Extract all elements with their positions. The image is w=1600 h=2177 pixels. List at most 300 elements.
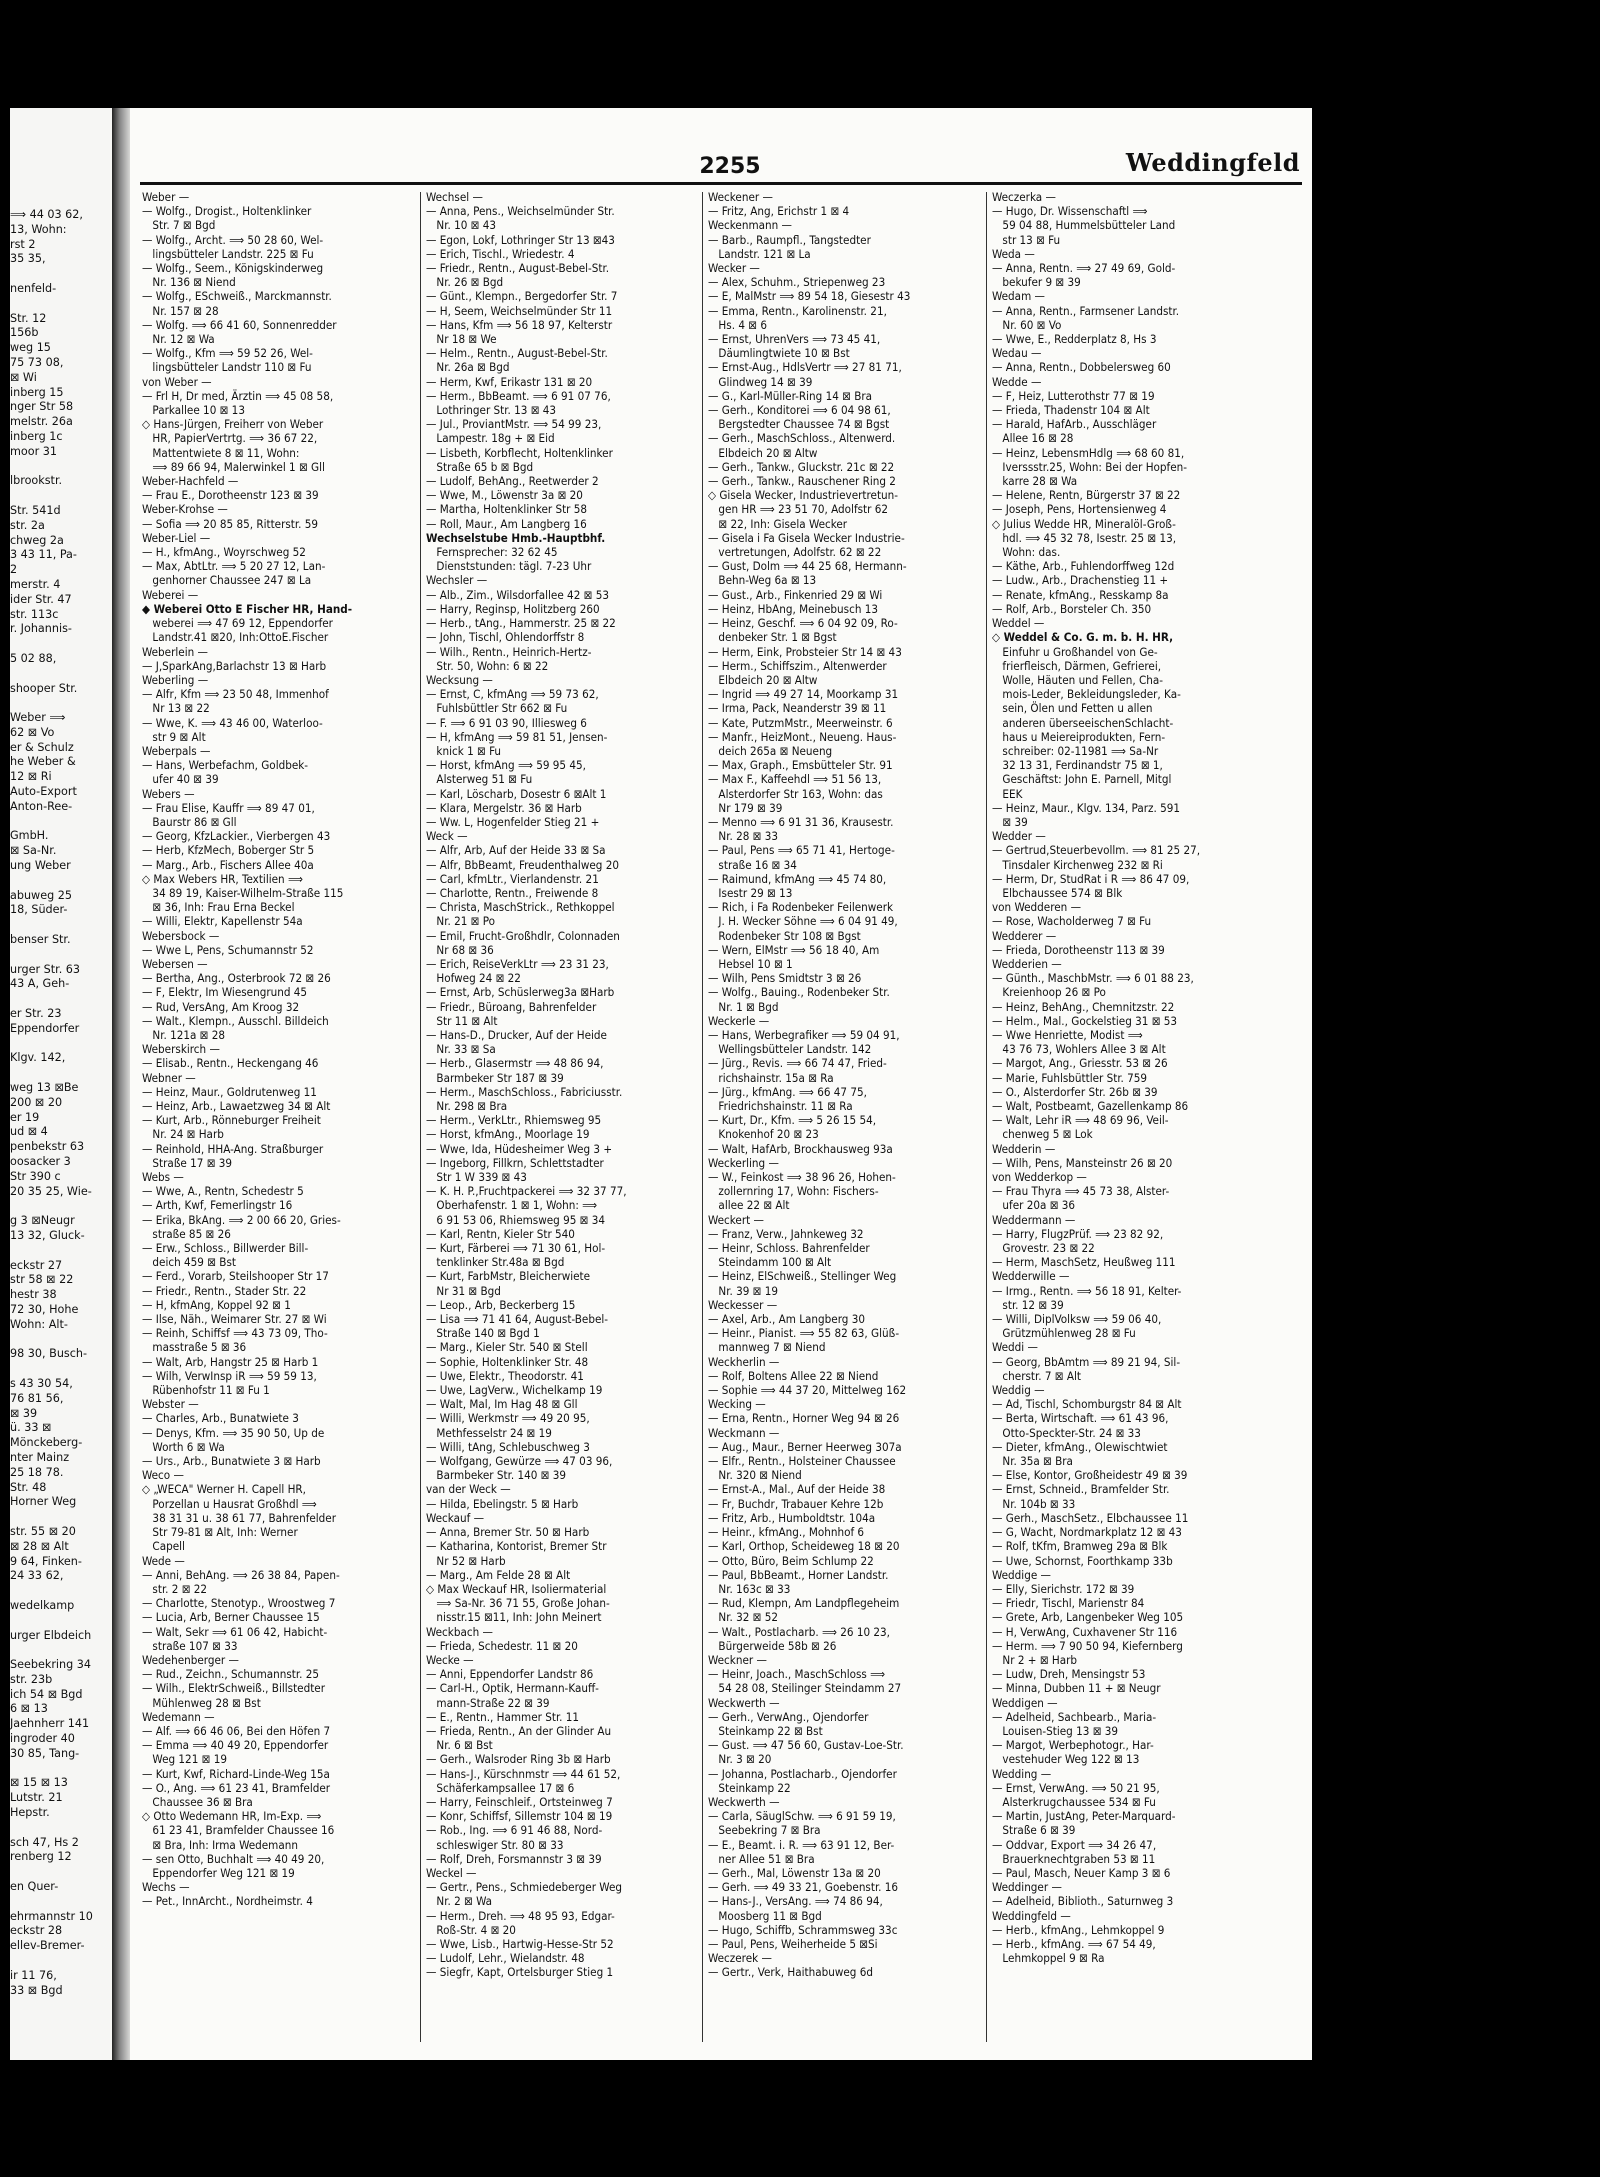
directory-entry-line: — Erich, Tischl., Wriedestr. 4	[426, 246, 575, 261]
surname-heading: Weckmann —	[708, 1425, 780, 1440]
directory-entry-line: mannweg 7 ⊠ Niend	[708, 1340, 826, 1355]
previous-page-line: ud ⊠ 4	[10, 1125, 48, 1139]
directory-entry-line: — Herm., BbBeamt. ⟹ 6 91 07 76,	[426, 388, 611, 403]
directory-entry-line: — Adelheid, Sachbearb., Maria-	[992, 1709, 1157, 1724]
directory-entry-line: — Kurt, Kwf, Richard-Linde-Weg 15a	[142, 1766, 330, 1781]
directory-entry-line: Bergstedter Chaussee 74 ⊠ Bgst	[708, 417, 890, 432]
previous-page-line: moor 31	[10, 444, 57, 458]
directory-entry-line: — Helm., Rentn., August-Bebel-Str.	[426, 346, 608, 361]
directory-entry-line: Str 1 W 339 ⊠ 43	[426, 1170, 527, 1185]
directory-entry-line: — Rich, i Fa Rodenbeker Feilenwerk	[708, 900, 894, 915]
directory-entry-line: — Rose, Wacholderweg 7 ⊠ Fu	[992, 914, 1152, 929]
directory-entry-line: — Frau E., Dorotheenstr 123 ⊠ 39	[142, 488, 319, 503]
directory-entry-line: — Wilh, VerwInsp iR ⟹ 59 59 13,	[142, 1368, 317, 1383]
directory-entry-line: — Oddvar, Export ⟹ 34 26 47,	[992, 1837, 1157, 1852]
previous-page-line: eckstr 27	[10, 1258, 63, 1272]
previous-page-line: 76 81 56,	[10, 1391, 64, 1405]
directory-entry-line: — Denys, Kfm. ⟹ 35 90 50, Up de	[142, 1425, 325, 1440]
directory-entry-line: Str. 7 ⊠ Bgd	[142, 218, 216, 233]
directory-entry-line: — Wwe, E., Redderplatz 8, Hs 3	[992, 332, 1157, 347]
directory-entry-line: Seebekring 7 ⊠ Bra	[708, 1823, 821, 1838]
surname-heading: Wechsel —	[426, 190, 483, 204]
directory-entry-line: — Kurt, Färberei ⟹ 71 30 61, Hol-	[426, 1241, 606, 1256]
directory-entry-line: — Ludw, Dreh, Mensingstr 53	[992, 1667, 1146, 1682]
directory-entry-line: ◇ Hans-Jürgen, Freiherr von Weber	[142, 417, 324, 432]
directory-entry-line: — Erich, ReiseVerkLtr ⟹ 23 31 23,	[426, 956, 609, 971]
previous-page-line: 156b	[10, 326, 39, 340]
directory-entry-line: — Charles, Arb., Bunatwiete 3	[142, 1411, 299, 1426]
directory-entry-line: — Herm., Dreh. ⟹ 48 95 93, Edgar-	[426, 1908, 615, 1923]
surname-heading: Weczerek —	[708, 1951, 772, 1966]
previous-page-line: rst 2	[10, 237, 36, 251]
directory-entry-line: Elbchaussee 574 ⊠ Blk	[992, 885, 1123, 900]
previous-page-line	[10, 874, 110, 889]
surname-heading: Weddi —	[992, 1340, 1038, 1355]
previous-page-line: ingroder 40	[10, 1732, 75, 1746]
directory-entry-line: — Walt., Klempn., Ausschl. Billdeich	[142, 1013, 329, 1028]
previous-page-line	[10, 918, 110, 933]
directory-page	[130, 108, 1312, 2060]
directory-entry-line: — Friedr, Tischl, Marienstr 84	[992, 1596, 1145, 1611]
previous-page-line	[10, 1821, 110, 1836]
directory-entry-line: — Gerh., Mal, Löwenstr 13a ⊠ 20	[708, 1865, 881, 1880]
directory-entry-line: — Uwe, Elektr., Theodorstr. 41	[426, 1368, 584, 1383]
directory-entry-line: ◇ Max Weckauf HR, Isoliermaterial	[426, 1581, 607, 1596]
directory-entry-line: Nr. 163c ⊠ 33	[708, 1581, 791, 1596]
directory-entry-line: — Heinz, BehAng., Chemnitzstr. 22	[992, 999, 1175, 1014]
directory-entry-line: — Sophie, Holtenklinker Str. 48	[426, 1354, 589, 1369]
directory-entry-line: — Heinz, ElSchweiß., Stellinger Weg	[708, 1269, 897, 1284]
surname-heading: Webersen —	[142, 956, 208, 971]
directory-entry-line: ⊠ 22, Inh: Gisela Wecker	[708, 516, 848, 531]
previous-page-line: Str 390 c	[10, 1169, 61, 1183]
directory-entry-line: — Wolfgang, Gewürze ⟹ 47 03 96,	[426, 1454, 613, 1469]
directory-entry-line: — Else, Kontor, Großheidestr 49 ⊠ 39	[992, 1468, 1188, 1483]
previous-page-line: 12 ⊠ Ri	[10, 770, 52, 784]
surname-heading: Webner —	[142, 1070, 196, 1085]
directory-entry-line: — Sofia ⟹ 20 85 85, Ritterstr. 59	[142, 516, 319, 531]
book-gutter	[112, 108, 132, 2060]
surname-heading: Wecksung —	[426, 672, 493, 687]
directory-entry-line: — Irmg., Rentn. ⟹ 56 18 91, Kelter-	[992, 1283, 1182, 1298]
directory-entry-line: — Hans-D., Drucker, Auf der Heide	[426, 1027, 607, 1042]
directory-entry-line: — Marg., Kieler Str. 540 ⊠ Stell	[426, 1340, 588, 1355]
directory-entry-line: — Gerh., Tankw., Gluckstr. 21c ⊠ 22	[708, 459, 895, 474]
directory-entry-line: 61 23 41, Bramfelder Chaussee 16	[142, 1823, 335, 1838]
previous-page-line	[10, 1510, 110, 1525]
surname-heading: Weddingfeld —	[992, 1908, 1071, 1923]
directory-entry-line: Isestr 29 ⊠ 13	[708, 885, 793, 900]
directory-entry-line: Glindweg 14 ⊠ 39	[708, 374, 813, 389]
directory-entry-line: Nr 52 ⊠ Harb	[426, 1553, 506, 1568]
directory-entry-line: — Paul, Pens ⟹ 65 71 41, Hertoge-	[708, 843, 895, 858]
directory-entry-line: — Gerh., Tankw., Rauschener Ring 2	[708, 474, 896, 489]
previous-page-line: g 3 ⊠Neugr	[10, 1214, 75, 1228]
directory-entry-line: — sen Otto, Buchhalt ⟹ 40 49 20,	[142, 1851, 325, 1866]
directory-entry-line: Kreienhoop 26 ⊠ Po	[992, 985, 1106, 1000]
directory-entry-line: — Wolfg., Archt. ⟹ 50 28 60, Wel-	[142, 232, 324, 247]
directory-entry-line: — Ernst, Schneid., Bramfelder Str.	[992, 1482, 1170, 1497]
directory-entry-line: Fernsprecher: 32 62 45	[426, 545, 558, 560]
previous-page-line	[10, 815, 110, 830]
previous-page-line: urger Elbdeich	[10, 1628, 92, 1642]
directory-entry-line: — Walt, HafArb, Brockhausweg 93a	[708, 1141, 893, 1156]
directory-entry-line: — Walt., Postlacharb. ⟹ 26 10 23,	[708, 1624, 890, 1639]
directory-entry-line: Capell	[142, 1539, 185, 1554]
directory-entry-line: — O., Alsterdorfer Str. 26b ⊠ 39	[992, 1084, 1158, 1099]
directory-entry-line: — Wolfg., Drogist., Holtenklinker	[142, 204, 312, 219]
directory-entry-line: — Herm., MaschSchloss., Fabriciusstr.	[426, 1084, 623, 1099]
previous-page-line	[10, 1614, 110, 1629]
directory-entry-line: — Martha, Holtenklinker Str 58	[426, 502, 588, 517]
directory-entry-line: Lothringer Str. 13 ⊠ 43	[426, 403, 557, 418]
directory-entry-line: — Friedr., Rentn., Stader Str. 22	[142, 1283, 307, 1298]
directory-entry-line: — Uwe, Schornst, Foorthkamp 33b	[992, 1553, 1173, 1568]
previous-page-line: str. 113c	[10, 607, 59, 621]
surname-heading: Wecker —	[708, 261, 760, 276]
directory-entry-line: — Ferd., Vorarb, Steilshooper Str 17	[142, 1269, 329, 1284]
directory-entry-line: — Wilh., Rentn., Heinrich-Hertz-	[426, 644, 592, 659]
previous-page-line: Auto-Export	[10, 785, 77, 799]
directory-entry-line: Barmbeker Str 187 ⊠ 39	[426, 1070, 564, 1085]
directory-entry-line: ◇ Weddel & Co. G. m. b. H. HR,	[992, 630, 1174, 645]
directory-entry-line: — Herb., kfmAng. ⟹ 67 54 49,	[992, 1936, 1156, 1951]
directory-entry-line: — O., Ang. ⟹ 61 23 41, Bramfelder	[142, 1780, 331, 1795]
directory-entry-line: — Berta, Wirtschaft. ⟹ 61 43 96,	[992, 1411, 1169, 1426]
directory-entry-line: Baurstr 86 ⊠ Gll	[142, 814, 237, 829]
previous-page-line: ellev-Bremer-	[10, 1939, 85, 1953]
previous-page-line: Jaehnherr 141	[10, 1717, 90, 1731]
directory-entry-line: Nr. 26 ⊠ Bgd	[426, 275, 504, 290]
directory-entry-line: — Heinz, Maur., Klgv. 134, Parz. 591	[992, 800, 1181, 815]
previous-page-line: er Str. 23	[10, 1007, 62, 1021]
directory-entry-line: HR, PapierVertrtg. ⟹ 36 67 22,	[142, 431, 318, 446]
previous-page-line: en Quer-	[10, 1880, 59, 1894]
surname-heading: Weckerling —	[708, 1155, 779, 1170]
previous-page-line	[10, 696, 110, 711]
surname-heading: Wedehenberger —	[142, 1652, 239, 1667]
directory-entry-line: — Helene, Rentn, Bürgerstr 37 ⊠ 22	[992, 488, 1181, 503]
directory-entry-line: — Herb., tAng., Hammerstr. 25 ⊠ 22	[426, 616, 616, 631]
directory-entry-line: — Karl, Löscharb, Dosestr 6 ⊠Alt 1	[426, 786, 607, 801]
directory-entry-line: — Georg, KfzLackier., Vierbergen 43	[142, 829, 331, 844]
directory-entry-line: — Heinr, Joach., MaschSchloss ⟹	[708, 1667, 886, 1682]
surname-heading: Weberskirch —	[142, 1042, 220, 1057]
directory-entry-line: — Heinr., kfmAng., Mohnhof 6	[708, 1525, 865, 1540]
directory-entry-line: straße 85 ⊠ 26	[142, 1226, 231, 1241]
directory-entry-line: — Frieda, Dorotheenstr 113 ⊠ 39	[992, 942, 1165, 957]
directory-entry-line: — Anna, Pens., Weichselmünder Str.	[426, 204, 615, 219]
previous-page-line	[10, 1643, 110, 1658]
directory-entry-line: — Wern, ElMstr ⟹ 56 18 40, Am	[708, 942, 880, 957]
directory-entry-line: — Erna, Rentn., Horner Weg 94 ⊠ 26	[708, 1411, 900, 1426]
previous-page-line: ⊠ 28 ⊠ Alt	[10, 1539, 69, 1553]
directory-entry-line: Nr 68 ⊠ 36	[426, 942, 494, 957]
directory-entry-line: — Willi, Werkmstr ⟹ 49 20 95,	[426, 1411, 590, 1426]
directory-entry-line: — Carl-H., Optik, Hermann-Kauff-	[426, 1681, 599, 1696]
previous-page-line	[10, 667, 110, 682]
surname-heading: Weck —	[426, 829, 468, 844]
directory-entry-line: Hofweg 24 ⊠ 22	[426, 971, 521, 986]
previous-page-text	[10, 208, 110, 1998]
previous-page-line	[10, 1244, 110, 1259]
previous-page-line: str. 2a	[10, 518, 45, 532]
directory-entry-line: — Alfr, Arb, Auf der Heide 33 ⊠ Sa	[426, 843, 606, 858]
directory-entry-line: — Günth., MaschbMstr. ⟹ 6 01 88 23,	[992, 971, 1194, 986]
directory-entry-line: — Charlotte, Rentn., Freiwende 8	[426, 885, 599, 900]
directory-entry-line: 32 13 31, Ferdinandstr 75 ⊠ 1,	[992, 758, 1163, 773]
previous-page-line: inberg 1c	[10, 429, 63, 443]
previous-page-line: 18, Süder-	[10, 903, 68, 917]
directory-entry-line: Rübenhofstr 11 ⊠ Fu 1	[142, 1383, 270, 1398]
directory-entry-line: gen HR ⟹ 23 51 70, Adolfstr 62	[708, 502, 889, 517]
directory-entry-line: — Manfr., HeizMont., Neueng. Haus-	[708, 729, 897, 744]
directory-entry-line: — Emma, Rentn., Karolinenstr. 21,	[708, 303, 887, 318]
directory-entry-line: — Wolfg., Seem., Königskinderweg	[142, 261, 324, 276]
previous-page-line: Mönckeberg-	[10, 1436, 83, 1450]
surname-heading: Weczerka —	[992, 190, 1056, 204]
directory-entry-line: — Rolf, Dreh, Forsmannstr 3 ⊠ 39	[426, 1851, 602, 1866]
previous-page-line: 43 A, Geh-	[10, 977, 70, 991]
directory-entry-line: — Wilh, Pens, Mansteinstr 26 ⊠ 20	[992, 1155, 1173, 1170]
directory-entry-line: — Emma ⟹ 40 49 20, Eppendorfer	[142, 1738, 329, 1753]
column-divider	[420, 192, 421, 2042]
directory-entry-line: deich 459 ⊠ Bst	[142, 1255, 236, 1270]
directory-entry-line: — Pet., InnArcht., Nordheimstr. 4	[142, 1894, 313, 1909]
directory-entry-line: — Siegfr, Kapt, Ortelsburger Stieg 1	[426, 1965, 614, 1980]
directory-entry-line: — Anna, Bremer Str. 50 ⊠ Harb	[426, 1525, 590, 1540]
previous-page-line: ehrmannstr 10	[10, 1909, 93, 1923]
directory-entry-line: cherstr. 7 ⊠ Alt	[992, 1368, 1081, 1383]
directory-entry-line: — Wwe Henriette, Modist ⟹	[992, 1027, 1143, 1042]
previous-page-line	[10, 1954, 110, 1969]
surname-heading: Weckerle —	[708, 1013, 770, 1028]
previous-page-line	[10, 489, 110, 504]
previous-page-line: Eppendorfer	[10, 1021, 80, 1035]
directory-entry-line: Behn-Weg 6a ⊠ 13	[708, 573, 817, 588]
directory-entry-line: — E., Beamt. i. R. ⟹ 63 91 12, Ber-	[708, 1837, 895, 1852]
directory-entry-line: Nr. 32 ⊠ 52	[708, 1610, 778, 1625]
directory-entry-line: Fuhlsbüttler Str 662 ⊠ Fu	[426, 701, 568, 716]
scan-border-bottom	[0, 2060, 1600, 2177]
directory-entry-line: — Gerh., Konditorei ⟹ 6 04 98 61,	[708, 403, 891, 418]
surname-heading: Wedderin —	[992, 1141, 1056, 1156]
directory-entry-line: — Axel, Arb., Am Langberg 30	[708, 1312, 865, 1327]
directory-entry-line: — Reinh, Schiffsf ⟹ 43 73 09, Tho-	[142, 1326, 328, 1341]
directory-entry-line: — Herm, MaschSetz, Heußweg 111	[992, 1255, 1176, 1270]
previous-page-line: Seebekring 34	[10, 1658, 92, 1672]
directory-entry-line: — Wwe L, Pens, Schumannstr 52	[142, 942, 314, 957]
previous-page-line: oosacker 3	[10, 1155, 71, 1168]
directory-entry-line: — Aug., Maur., Berner Heerweg 307a	[708, 1439, 902, 1454]
directory-entry-line: karre 28 ⊠ Wa	[992, 474, 1078, 489]
directory-entry-line: Nr. 298 ⊠ Bra	[426, 1099, 508, 1113]
previous-page-line: ⊠ Sa-Nr.	[10, 844, 57, 858]
directory-entry-line: — Rud., Zeichn., Schumannstr. 25	[142, 1667, 319, 1682]
directory-entry-line: — Harry, FlugzPrüf. ⟹ 23 82 92,	[992, 1226, 1164, 1241]
directory-entry-line: — Heinr, Schloss. Bahrenfelder	[708, 1241, 870, 1256]
directory-entry-line: — Wolfg., ESchweiß., Marckmannstr.	[142, 289, 332, 304]
surname-heading: Weber-Liel —	[142, 530, 211, 545]
directory-entry-line: ◇ Julius Wedde HR, Mineralöl-Groß-	[992, 516, 1176, 531]
directory-entry-line: — Ad, Tischl, Schomburgstr 84 ⊠ Alt	[992, 1397, 1182, 1412]
directory-entry-line: — Heinr., Pianist. ⟹ 55 82 63, Glüß-	[708, 1326, 900, 1341]
surname-heading: Weddige —	[992, 1567, 1051, 1582]
directory-entry-line: — Georg, BbAmtm ⟹ 89 21 94, Sil-	[992, 1354, 1181, 1369]
directory-entry-line: — Walt, Arb, Hangstr 25 ⊠ Harb 1	[142, 1354, 319, 1369]
directory-entry-line: frierfleisch, Därmen, Gefrierei,	[992, 658, 1162, 673]
directory-entry-line: Straße 65 b ⊠ Bgd	[426, 459, 534, 474]
surname-heading: von Wedderen —	[992, 900, 1082, 915]
directory-entry-line: — F. ⟹ 6 91 03 90, Illiesweg 6	[426, 715, 587, 730]
previous-page-line: 3 43 11, Pa-	[10, 548, 77, 562]
previous-page-line: nter Mainz	[10, 1450, 70, 1464]
directory-entry-line: Straße 6 ⊠ 39	[992, 1823, 1076, 1838]
column-1	[142, 190, 414, 2050]
directory-entry-line: — Ludolf, Lehr., Wielandstr. 48	[426, 1951, 585, 1966]
previous-page-line: 98 30, Busch-	[10, 1347, 88, 1361]
directory-entry-line: — H, kfmAng, Koppel 92 ⊠ 1	[142, 1297, 291, 1312]
previous-page-line: 6 ⊠ 13	[10, 1702, 48, 1716]
previous-page-line: abuweg 25	[10, 888, 72, 902]
directory-entry-line: — Wolfg. ⟹ 66 41 60, Sonnenredder	[142, 317, 337, 332]
directory-entry-line: anderen überseeischenSchlacht-	[992, 715, 1174, 730]
previous-page-line: GmbH.	[10, 829, 49, 843]
directory-entry-line: — Paul, Masch, Neuer Kamp 3 ⊠ 6	[992, 1865, 1171, 1880]
directory-entry-line: — Wwe, Lisb., Hartwig-Hesse-Str 52	[426, 1936, 614, 1951]
directory-entry-line: ⊠ 39	[992, 814, 1028, 829]
directory-entry-line: Alsterweg 51 ⊠ Fu	[426, 772, 533, 787]
directory-entry-line: — Otto, Büro, Beim Schlump 22	[708, 1553, 874, 1568]
directory-entry-line: — Heinz, Maur., Goldrutenweg 11	[142, 1084, 317, 1099]
column-4	[992, 190, 1298, 2050]
directory-entry-line: — Gust., Arb., Finkenried 29 ⊠ Wi	[708, 587, 883, 602]
directory-entry-line: Nr 179 ⊠ 39	[708, 800, 783, 815]
directory-entry-line: — Ernst, Arb, Schüslerweg3a ⊠Harb	[426, 985, 615, 1000]
directory-entry-line: Parkallee 10 ⊠ 13	[142, 403, 245, 418]
previous-page-line: 35 35,	[10, 252, 46, 266]
directory-entry-line: ⊠ 36, Inh: Frau Erna Beckel	[142, 900, 295, 915]
directory-entry-line: — Anni, BehAng. ⟹ 26 38 84, Papen-	[142, 1567, 340, 1582]
directory-entry-line: hdl. ⟹ 45 32 78, Isestr. 25 ⊠ 13,	[992, 530, 1177, 545]
directory-entry-line: Steinkamp 22 ⊠ Bst	[708, 1723, 823, 1738]
surname-heading: Webersbock —	[142, 928, 220, 943]
directory-entry-line: Friedrichshainstr. 11 ⊠ Ra	[708, 1099, 853, 1113]
directory-entry-line: — Wilh, Pens Smidtstr 3 ⊠ 26	[708, 971, 862, 986]
surname-heading: Webers —	[142, 786, 195, 801]
directory-entry-line: — Hans-J., Kürschnmstr ⟹ 44 61 52,	[426, 1766, 621, 1781]
directory-entry-line: Landstr.41 ⊠20, Inh:OttoE.Fischer	[142, 630, 329, 645]
previous-page-line: ung Weber	[10, 859, 71, 873]
previous-page-line: 25 18 78.	[10, 1465, 64, 1479]
directory-entry-line: Mattentwiete 8 ⊠ 11, Wohn:	[142, 445, 300, 460]
directory-entry-line: — Irma, Pack, Neanderstr 39 ⊠ 11	[708, 701, 887, 716]
directory-entry-line: richshainstr. 15a ⊠ Ra	[708, 1070, 834, 1085]
directory-entry-line: 38 31 31 u. 38 61 77, Bahrenfelder	[142, 1510, 337, 1525]
directory-entry-line: Louisen-Stieg 13 ⊠ 39	[992, 1723, 1119, 1738]
previous-page-line: str. 23b	[10, 1672, 53, 1686]
directory-entry-line: 59 04 88, Hummelsbütteler Land	[992, 218, 1176, 233]
directory-entry-line: — Paul, Pens, Weiherheide 5 ⊠Si	[708, 1936, 878, 1951]
previous-page-line: Weber ⟹	[10, 711, 66, 725]
directory-entry-line: Bürgerweide 58b ⊠ 26	[708, 1638, 837, 1653]
directory-entry-line: — Rud, Klempn, Am Landpflegeheim	[708, 1596, 900, 1611]
directory-entry-line: — Max, Graph., Emsbütteler Str. 91	[708, 758, 893, 773]
directory-entry-line: denbeker Str. 1 ⊠ Bgst	[708, 630, 837, 645]
surname-heading: Weddig —	[992, 1383, 1045, 1398]
directory-entry-line: — Gust, Dolm ⟹ 44 25 68, Hermann-	[708, 559, 907, 574]
directory-entry-line: — Gerh. ⟹ 49 33 21, Goebenstr. 16	[708, 1880, 899, 1895]
directory-entry-line: — Alf. ⟹ 66 46 06, Bei den Höfen 7	[142, 1723, 331, 1738]
previous-page-line: 13 32, Gluck-	[10, 1228, 85, 1242]
directory-entry-line: — Wolfg., Kfm ⟹ 59 52 26, Wel-	[142, 346, 313, 361]
directory-entry-line: — Frl H, Dr med, Ärztin ⟹ 45 08 58,	[142, 388, 334, 403]
column-2	[426, 190, 696, 2050]
directory-entry-line: mann-Straße 22 ⊠ 39	[426, 1695, 550, 1710]
previous-page-line	[10, 1199, 110, 1214]
surname-heading: Weckner —	[708, 1652, 767, 1667]
directory-entry-line: Nr. 104b ⊠ 33	[992, 1496, 1076, 1511]
directory-entry-line: — Kurt, Arb., Rönneburger Freiheit	[142, 1113, 321, 1128]
previous-page-line	[10, 267, 110, 282]
directory-entry-line: Chaussee 36 ⊠ Bra	[142, 1794, 253, 1809]
directory-entry-line: — Ww. L, Hogenfelder Stieg 21 +	[426, 814, 600, 829]
directory-entry-line: Nr 2 + ⊠ Harb	[992, 1652, 1078, 1667]
directory-entry-line: Alsterkrugchaussee 534 ⊠ Fu	[992, 1794, 1156, 1809]
previous-page-line: 2	[10, 563, 18, 577]
surname-heading: von Weber —	[142, 374, 212, 389]
directory-entry-line: — Ingrid ⟹ 49 27 14, Moorkamp 31	[708, 687, 899, 702]
surname-heading: Weckel —	[426, 1865, 477, 1880]
directory-entry-line: — Carla, SäuglSchw. ⟹ 6 91 59 19,	[708, 1809, 896, 1824]
directory-entry-line: — Kurt, FarbMstr, Bleicherwiete	[426, 1269, 591, 1284]
directory-entry-line: Methfesselstr 24 ⊠ 19	[426, 1425, 552, 1440]
directory-entry-line: — H, kfmAng ⟹ 59 81 51, Jensen-	[426, 729, 608, 744]
directory-entry-line: Geschäftst: John E. Parnell, Mitgl	[992, 772, 1172, 787]
directory-entry-line: ◇ „WECA" Werner H. Capell HR,	[142, 1482, 306, 1497]
previous-page-line	[10, 1333, 110, 1348]
surname-heading: Weco —	[142, 1468, 184, 1483]
previous-page-line: eckstr 28	[10, 1924, 63, 1938]
directory-entry-line: str 13 ⊠ Fu	[992, 232, 1061, 247]
directory-entry-line: masstraße 5 ⊠ 36	[142, 1340, 247, 1355]
previous-page-line: Str. 48	[10, 1480, 47, 1494]
directory-entry-line: Nr. 26a ⊠ Bgd	[426, 360, 510, 375]
previous-page-line	[10, 1895, 110, 1910]
directory-entry-line: Tinsdaler Kirchenweg 232 ⊠ Ri	[992, 857, 1163, 872]
directory-entry-line: Elbdeich 20 ⊠ Altw	[708, 445, 818, 460]
previous-page-line: Lutstr. 21	[10, 1791, 63, 1805]
directory-entry-line: Nr. 3 ⊠ 20	[708, 1752, 772, 1767]
surname-heading: Wedderien —	[992, 956, 1062, 971]
directory-entry-line: str 9 ⊠ Alt	[142, 729, 206, 744]
directory-entry-line: Eppendorfer Weg 121 ⊠ 19	[142, 1865, 295, 1880]
directory-entry-line: — Wwe, A., Rentn, Schedestr 5	[142, 1184, 304, 1199]
previous-page-line: 20 35 25, Wie-	[10, 1184, 92, 1198]
directory-entry-line: — Elfr., Rentn., Holsteiner Chaussee	[708, 1454, 896, 1469]
directory-entry-line: — Herm, Dr, StudRat i R ⟹ 86 47 09,	[992, 871, 1190, 886]
previous-page-line: inberg 15	[10, 385, 64, 399]
directory-entry-line: — Ernst-Aug., HdlsVertr ⟹ 27 81 71,	[708, 360, 902, 375]
directory-entry-line: Iverssstr.25, Wohn: Bei der Hopfen-	[992, 459, 1188, 474]
directory-entry-line: — Renate, kfmAng., Resskamp 8a	[992, 587, 1169, 602]
surname-heading: Weckesser —	[708, 1297, 778, 1312]
surname-heading: von Wedderkop —	[992, 1170, 1087, 1185]
directory-entry-line: Grützmühlenweg 28 ⊠ Fu	[992, 1326, 1136, 1341]
directory-entry-line: Steindamm 100 ⊠ Alt	[708, 1255, 832, 1270]
directory-entry-line: — Herm, Kwf, Erikastr 131 ⊠ 20	[426, 374, 593, 389]
directory-entry-line: — Willi, Elektr, Kapellenstr 54a	[142, 914, 303, 929]
